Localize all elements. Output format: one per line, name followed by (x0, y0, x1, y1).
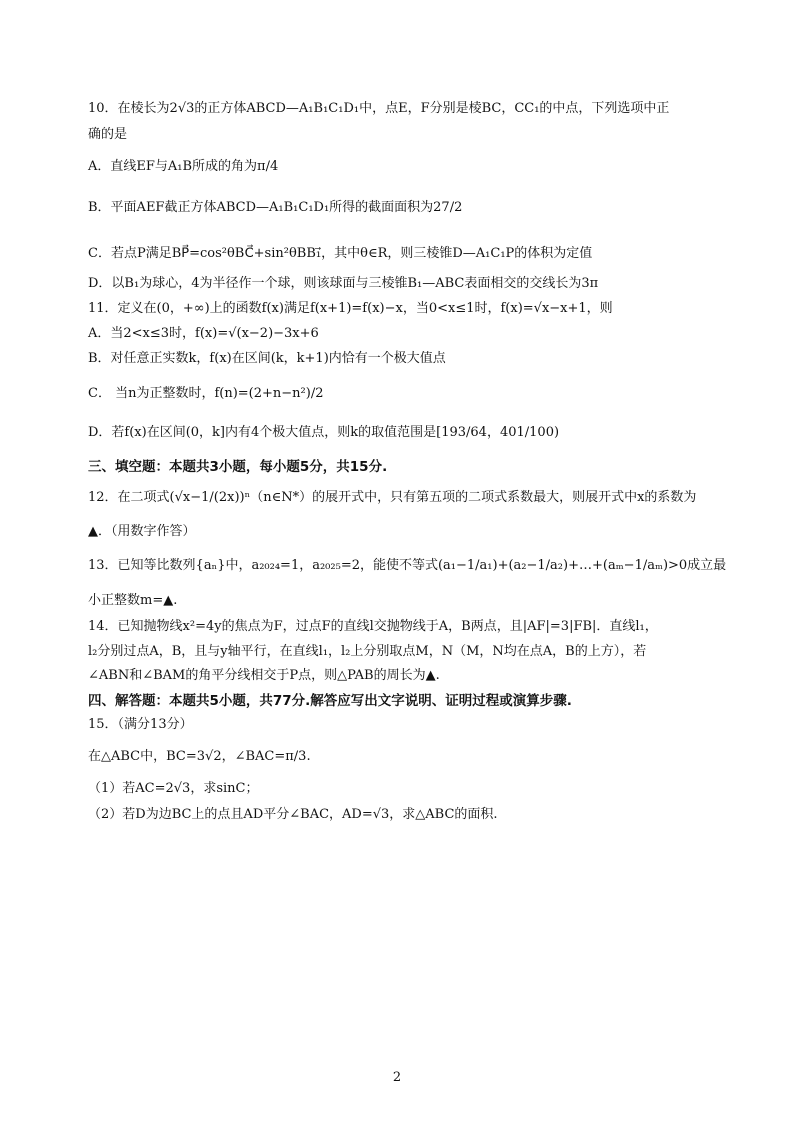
q15-part2: （2）若D为边BC上的点且AD平分∠BAC，AD=√3，求△ABC的面积. (88, 807, 498, 822)
q15-stem: 在△ABC中，BC=3√2，∠BAC=π/3. (88, 749, 311, 764)
q11-option-b: B．对任意正实数k，f(x)在区间(k，k+1)内恰有一个极大值点 (88, 351, 446, 366)
q14-line3: ∠ABN和∠BAM的角平分线相交于P点，则△PAB的周长为▲. (88, 668, 440, 683)
q15-part1: （1）若AC=2√3，求sinC； (88, 781, 259, 796)
q10-option-a: A．直线EF与A₁B所成的角为π/4 (88, 159, 279, 174)
q13-line1: 13．已知等比数列{aₙ}中，a₂₀₂₄=1，a₂₀₂₅=2，能使不等式(a₁−1/a₁)+(a₂−1/a₂)+…+(aₘ−1/aₘ)>0成立最 (88, 558, 727, 573)
q11-option-d: D．若f(x)在区间(0，k]内有4个极大值点，则k的取值范围是[193/64，401/100) (88, 425, 560, 440)
q10-option-d: D．以B₁为球心，4为半径作一个球，则该球面与三棱锥B₁—ABC表面相交的交线长为3π (88, 276, 599, 291)
q10-option-c: C．若点P满足BP⃗=cos²θBC⃗+sin²θBB₁⃗，其中θ∈R，则三棱锥D—A₁C₁P的体积为定值 (88, 246, 593, 261)
q11-stem: 11．定义在(0，+∞)上的函数f(x)满足f(x+1)=f(x)−x，当0<x≤1时，f(x)=√x−x+1，则 (88, 301, 613, 316)
section4-heading: 四、解答题：本题共5小题，共77分.解答应写出文字说明、证明过程或演算步骤. (88, 693, 572, 709)
q10-stem-line1: 10．在棱长为2√3的正方体ABCD—A₁B₁C₁D₁中，点E，F分别是棱BC，CC₁的中点，下列选项中正 (88, 101, 670, 116)
q15-title: 15．（满分13分） (88, 717, 193, 732)
q10-stem-line2: 确的是 (88, 127, 128, 142)
page-number: 2 (392, 1070, 402, 1085)
q14-line1: 14．已知抛物线x²=4y的焦点为F，过点F的直线l交抛物线于A，B两点，且|AF|=3|FB|．直线l₁， (88, 619, 658, 634)
q11-option-c: C． 当n为正整数时，f(n)=(2+n−n²)/2 (88, 386, 324, 401)
q14-line2: l₂分别过点A，B，且与y轴平行，在直线l₁，l₂上分别取点M，N（M，N均在点A，B的上方），若 (88, 644, 647, 659)
q12-line1: 12．在二项式(√x−1/(2x))ⁿ（n∈N*）的展开式中，只有第五项的二项式系数最大，则展开式中x的系数为 (88, 490, 697, 505)
q10-option-b: B．平面AEF截正方体ABCD—A₁B₁C₁D₁所得的截面面积为27/2 (88, 200, 463, 215)
section3-heading: 三、填空题：本题共3小题，每小题5分，共15分. (88, 459, 388, 475)
q11-option-a: A．当2<x≤3时，f(x)=√(x−2)−3x+6 (88, 326, 319, 341)
q13-line2: 小正整数m=▲. (88, 593, 178, 608)
q12-line2: ▲．（用数字作答） (88, 524, 196, 539)
